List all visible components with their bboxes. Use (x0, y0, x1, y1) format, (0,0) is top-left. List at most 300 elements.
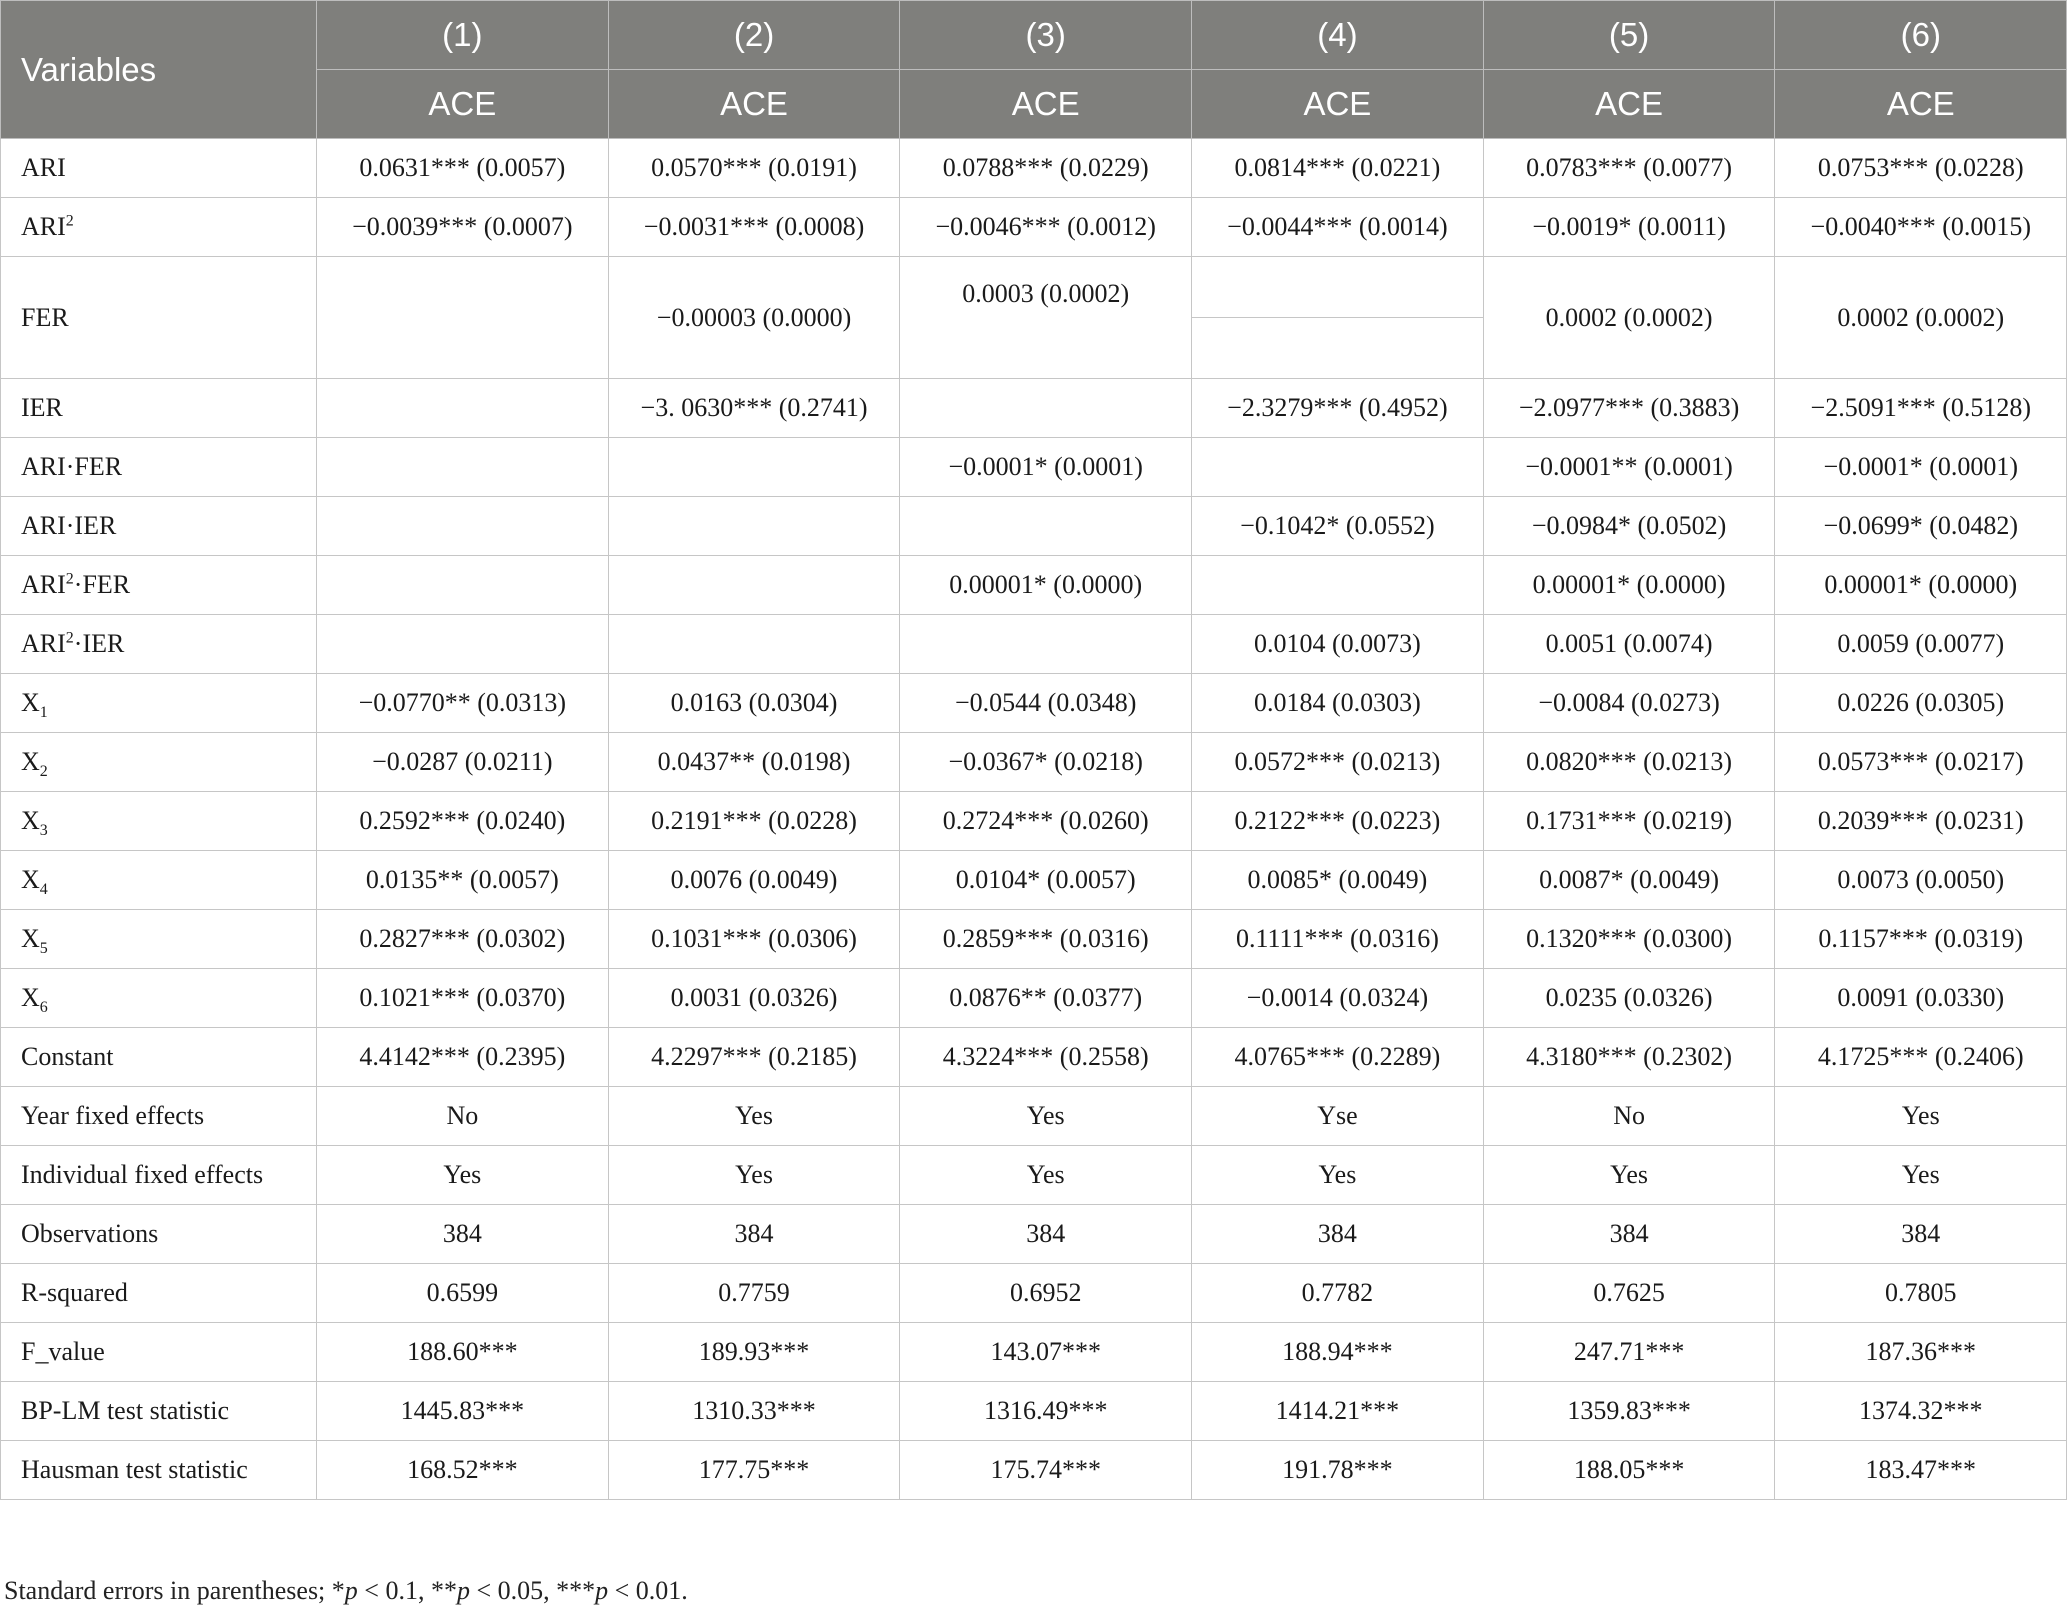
table-cell (1192, 1205, 1484, 1264)
table-cell (1775, 438, 2067, 497)
cell-value: 0.2859*** (0.0316) (942, 924, 1149, 953)
cell-value: 1359.83*** (1567, 1396, 1691, 1425)
cell-value: 0.0573*** (0.0217) (1817, 747, 2024, 776)
cell-value: 0.0235 (0.0326) (1545, 983, 1713, 1012)
table-cell (1775, 1205, 2067, 1264)
row-label-subscript: 6 (39, 999, 48, 1017)
table-cell (1775, 1264, 2067, 1323)
table-cell (317, 792, 609, 851)
cell-value: −0.0770** (0.0313) (358, 688, 567, 717)
row-label-subscript: 1 (39, 704, 48, 722)
table-cell (900, 556, 1192, 615)
cell-value: 191.78*** (1282, 1455, 1393, 1484)
table-row (1, 792, 2067, 851)
row-label-text: X (21, 983, 40, 1012)
cell-value: 384 (1026, 1219, 1066, 1248)
table-cell (1192, 615, 1484, 674)
row-label-text: X (21, 747, 40, 776)
table-row (1, 1264, 2067, 1323)
table-cell (900, 139, 1192, 198)
row-label-text: X (21, 806, 40, 835)
table-cell (608, 969, 900, 1028)
cell-value: 0.0631*** (0.0057) (359, 153, 566, 182)
row-label-text: X (21, 924, 40, 953)
table-row (1, 1028, 2067, 1087)
cell-value: 0.0570*** (0.0191) (651, 153, 857, 182)
cell-value: 0.0031 (0.0326) (670, 983, 838, 1012)
cell-value: 247.71*** (1573, 1337, 1685, 1366)
cell-value: 0.2191*** (0.0228) (651, 806, 857, 835)
table-cell (608, 1028, 900, 1087)
table-cell (1192, 792, 1484, 851)
table-cell (1483, 1146, 1775, 1205)
cell-value: 1414.21*** (1275, 1396, 1400, 1425)
row-label-suffix: ·IER (73, 629, 125, 658)
table-cell (1483, 198, 1775, 257)
cell-value: Yes (1901, 1101, 1940, 1130)
dependent-var-header-4: ACE (1192, 70, 1484, 139)
table-cell (317, 556, 609, 615)
cell-value: 0.0163 (0.0304) (670, 688, 838, 717)
table-cell (608, 733, 900, 792)
table-cell (900, 379, 1192, 438)
table-cell (1483, 1028, 1775, 1087)
cell-value: 0.0135** (0.0057) (365, 865, 559, 894)
table-cell (900, 851, 1192, 910)
row-label (1, 615, 317, 674)
table-cell (1775, 497, 2067, 556)
table-cell (317, 257, 609, 379)
row-label-text: BP-LM test statistic (21, 1396, 229, 1425)
table-cell (900, 1087, 1192, 1146)
table-cell (1483, 733, 1775, 792)
cell-value: 4.0765*** (0.2289) (1234, 1042, 1441, 1071)
column-header-6: (6) (1775, 1, 2067, 70)
row-label-text: Year fixed effects (21, 1101, 205, 1130)
cell-value: 0.0814*** (0.0221) (1234, 153, 1441, 182)
cell-value: −0.0367* (0.0218) (948, 747, 1143, 776)
table-cell (1192, 379, 1484, 438)
cell-value: −0.0039*** (0.0007) (352, 212, 573, 241)
cell-value: 0.0104* (0.0057) (955, 865, 1136, 894)
cell-value: 0.1021*** (0.0370) (359, 983, 566, 1012)
footnote-p2: p (456, 1576, 470, 1605)
cell-value: 0.0087* (0.0049) (1539, 865, 1719, 894)
table-cell (900, 257, 1192, 379)
table-cell (1483, 438, 1775, 497)
table-cell (317, 733, 609, 792)
table-cell (317, 1087, 609, 1146)
table-cell (1775, 910, 2067, 969)
cell-value: 0.2592*** (0.0240) (359, 806, 566, 835)
table-cell (1483, 1382, 1775, 1441)
column-header-3: (3) (900, 1, 1192, 70)
cell-value: −2.0977*** (0.3883) (1518, 393, 1740, 422)
cell-value: 0.1731*** (0.0219) (1526, 806, 1732, 835)
cell-value: 0.0753*** (0.0228) (1817, 153, 2024, 182)
table-cell (1192, 969, 1484, 1028)
cell-value: −0.0044*** (0.0014) (1227, 212, 1448, 241)
table-footnote (4, 1576, 688, 1606)
cell-value: 384 (1901, 1219, 1941, 1248)
row-label-text: ARI (21, 212, 66, 241)
table-cell (608, 497, 900, 556)
row-label-text: Constant (21, 1042, 114, 1071)
dependent-var-header-3: ACE (900, 70, 1192, 139)
cell-value: 0.0788*** (0.0229) (942, 153, 1149, 182)
table-cell (1775, 1441, 2067, 1500)
cell-value: 0.6952 (1009, 1278, 1082, 1307)
cell-value: Yes (1026, 1101, 1065, 1130)
table-row (1, 438, 2067, 497)
table-cell (1775, 733, 2067, 792)
cell-value: 0.00001* (0.0000) (1824, 570, 2018, 599)
table-cell (1483, 257, 1775, 379)
cell-value: 0.0073 (0.0050) (1837, 865, 2005, 894)
cell-value: 4.1725*** (0.2406) (1817, 1042, 2024, 1071)
table-cell (317, 910, 609, 969)
table-cell (1775, 379, 2067, 438)
row-label (1, 556, 317, 615)
cell-value: 1445.83*** (400, 1396, 525, 1425)
row-label-text: ARI·FER (21, 452, 123, 481)
table-cell (1483, 497, 1775, 556)
table-cell (608, 1264, 900, 1323)
cell-value: −0.0287 (0.0211) (372, 747, 553, 776)
table-cell (608, 792, 900, 851)
table-row (1, 733, 2067, 792)
table-cell (317, 139, 609, 198)
row-label-subscript: 5 (39, 940, 48, 958)
row-label (1, 1264, 317, 1323)
cell-value: 0.0091 (0.0330) (1837, 983, 2005, 1012)
cell-value: −0.0040*** (0.0015) (1810, 212, 2032, 241)
row-label-text: Observations (21, 1219, 159, 1248)
cell-value: 0.2039*** (0.0231) (1817, 806, 2024, 835)
cell-value: 0.7759 (718, 1278, 790, 1307)
table-cell (1483, 969, 1775, 1028)
table-cell (317, 198, 609, 257)
table-cell (1483, 615, 1775, 674)
table-header (1, 1, 2067, 139)
row-label (1, 1382, 317, 1441)
table-cell (900, 615, 1192, 674)
table-body (1, 139, 2067, 1500)
footnote-p1: p (344, 1576, 358, 1605)
cell-value: 0.0076 (0.0049) (670, 865, 838, 894)
table-row (1, 556, 2067, 615)
row-label (1, 1146, 317, 1205)
table-cell (317, 497, 609, 556)
table-cell (608, 1441, 900, 1500)
cell-value: 4.4142*** (0.2395) (359, 1042, 566, 1071)
table-row (1, 1382, 2067, 1441)
cell-value: −0.1042* (0.0552) (1240, 511, 1435, 540)
cell-value: 384 (1609, 1219, 1649, 1248)
table-cell (317, 969, 609, 1028)
dependent-var-header-6: ACE (1775, 70, 2067, 139)
cell-value: 0.0002 (0.0002) (1545, 302, 1713, 332)
cell-value: 384 (1317, 1219, 1357, 1248)
table-cell (1483, 851, 1775, 910)
row-label (1, 1323, 317, 1382)
table-row (1, 497, 2067, 556)
cell-value: 168.52*** (407, 1455, 518, 1484)
split-cell-bottom (1192, 318, 1483, 378)
table-cell (1483, 1323, 1775, 1382)
cell-value: 187.36*** (1865, 1337, 1977, 1366)
table-cell (608, 1146, 900, 1205)
cell-value: Yes (1318, 1160, 1357, 1189)
cell-value: 175.74*** (990, 1455, 1101, 1484)
cell-value: 188.05*** (1573, 1455, 1685, 1484)
row-label-suffix: ·FER (73, 570, 131, 599)
table-cell (900, 438, 1192, 497)
cell-value: Yes (1610, 1160, 1649, 1189)
table-cell (1483, 1441, 1775, 1500)
table-cell (317, 1205, 609, 1264)
footnote-t2: < 0.05, *** (469, 1576, 596, 1605)
table-cell (608, 674, 900, 733)
table-cell (1192, 910, 1484, 969)
column-header-2: (2) (608, 1, 900, 70)
row-label-text: Individual fixed effects (21, 1160, 264, 1189)
table-cell (317, 1441, 609, 1500)
cell-value: 0.0002 (0.0002) (1837, 302, 2005, 332)
table-cell (1775, 969, 2067, 1028)
row-label-text: X (21, 688, 40, 717)
split-cell-top (1192, 257, 1483, 318)
table-cell (900, 1382, 1192, 1441)
footnote-t1: < 0.1, ** (357, 1576, 457, 1605)
row-label-text: ARI (21, 570, 66, 599)
table-cell (608, 1205, 900, 1264)
table-cell (900, 1264, 1192, 1323)
table-cell (900, 1323, 1192, 1382)
dependent-var-header-1: ACE (317, 70, 609, 139)
cell-value: 0.6599 (426, 1278, 499, 1307)
table-cell (1192, 139, 1484, 198)
table-cell (608, 198, 900, 257)
table-cell (1192, 257, 1484, 379)
table-row (1, 674, 2067, 733)
cell-value: 0.2827*** (0.0302) (359, 924, 566, 953)
table-cell (1483, 910, 1775, 969)
cell-value: −2.5091*** (0.5128) (1810, 393, 2032, 422)
table-cell (900, 1028, 1192, 1087)
cell-value: Yes (1026, 1160, 1065, 1189)
table-cell (1775, 257, 2067, 379)
cell-value: −0.00003 (0.0000) (656, 302, 852, 332)
cell-value: 0.0184 (0.0303) (1253, 688, 1421, 717)
table-cell (900, 497, 1192, 556)
table-row (1, 1323, 2067, 1382)
table-cell (1775, 615, 2067, 674)
cell-value: 384 (734, 1219, 774, 1248)
table-cell (1483, 1087, 1775, 1146)
dependent-var-header-2: ACE (608, 70, 900, 139)
table-row (1, 615, 2067, 674)
table-cell (317, 379, 609, 438)
row-label-text: X (21, 865, 40, 894)
cell-value: 0.00001* (0.0000) (1532, 570, 1726, 599)
row-label-text: ARI (21, 629, 66, 658)
cell-value: −0.0001* (0.0001) (948, 452, 1143, 481)
column-header-1: (1) (317, 1, 609, 70)
table-cell (1192, 1146, 1484, 1205)
cell-value: −0.0019* (0.0011) (1532, 212, 1726, 241)
table-cell (1192, 438, 1484, 497)
cell-value: 1310.33*** (692, 1396, 816, 1425)
row-label (1, 851, 317, 910)
cell-value: −3. 0630*** (0.2741) (640, 393, 868, 422)
footnote-prefix: Standard errors in parentheses; * (4, 1576, 345, 1605)
cell-value: Yes (735, 1160, 773, 1189)
row-label-text: ARI·IER (21, 511, 117, 540)
cell-value: 1374.32*** (1859, 1396, 1983, 1425)
cell-value: 0.0003 (0.0002) (962, 278, 1130, 308)
table-cell (1483, 792, 1775, 851)
table-row (1, 139, 2067, 198)
cell-value: No (1613, 1101, 1645, 1130)
row-label (1, 674, 317, 733)
row-label (1, 139, 317, 198)
cell-value: −0.0544 (0.0348) (954, 688, 1137, 717)
table-cell (1775, 1323, 2067, 1382)
table-cell (1192, 851, 1484, 910)
row-label-text: Hausman test statistic (21, 1455, 248, 1484)
table-cell (317, 438, 609, 497)
row-label-subscript: 3 (39, 822, 48, 840)
table-cell (1192, 733, 1484, 792)
cell-value: −0.0031*** (0.0008) (643, 212, 865, 241)
cell-value: 0.2122*** (0.0223) (1234, 806, 1441, 835)
cell-value: 0.7782 (1301, 1278, 1374, 1307)
row-label-text: R-squared (21, 1278, 128, 1307)
table-cell (1483, 379, 1775, 438)
cell-value: 1316.49*** (983, 1396, 1108, 1425)
table-cell (900, 674, 1192, 733)
row-label-text: ARI (21, 153, 66, 182)
table-cell (317, 1146, 609, 1205)
row-label-superscript: 2 (65, 570, 74, 588)
table-cell (608, 1323, 900, 1382)
cell-value: −0.0699* (0.0482) (1823, 511, 2019, 540)
footnote-p3: p (595, 1576, 609, 1605)
column-header-4: (4) (1192, 1, 1484, 70)
cell-value: 0.0437** (0.0198) (657, 747, 851, 776)
row-label (1, 257, 317, 379)
table-cell (1483, 139, 1775, 198)
row-label (1, 969, 317, 1028)
table-cell (1483, 674, 1775, 733)
table-cell (900, 733, 1192, 792)
table-cell (900, 1441, 1192, 1500)
row-label-subscript: 2 (39, 763, 48, 781)
table-cell (1775, 851, 2067, 910)
table-cell (608, 615, 900, 674)
row-label (1, 1205, 317, 1264)
table-cell (1192, 198, 1484, 257)
row-label (1, 497, 317, 556)
table-cell (1192, 674, 1484, 733)
table-row (1, 379, 2067, 438)
row-label-subscript: 4 (39, 881, 48, 899)
cell-value: 0.1320*** (0.0300) (1526, 924, 1732, 953)
row-label (1, 792, 317, 851)
table-cell (608, 851, 900, 910)
table-row (1, 969, 2067, 1028)
row-label (1, 198, 317, 257)
table-cell (608, 379, 900, 438)
table-cell (608, 910, 900, 969)
cell-value: −0.0001* (0.0001) (1823, 452, 2019, 481)
table-cell (900, 198, 1192, 257)
table-cell (1775, 1028, 2067, 1087)
table-cell (1775, 556, 2067, 615)
cell-value: −0.0084 (0.0273) (1538, 688, 1720, 717)
column-header-5: (5) (1483, 1, 1775, 70)
table-cell (900, 910, 1192, 969)
variables-header: Variables (1, 1, 317, 139)
table-cell (1192, 1323, 1484, 1382)
cell-value: 0.0783*** (0.0077) (1526, 153, 1732, 182)
dependent-var-header-5: ACE (1483, 70, 1775, 139)
row-label-text: IER (21, 393, 63, 422)
row-label (1, 1087, 317, 1146)
cell-value: 0.0876** (0.0377) (949, 983, 1143, 1012)
cell-value: 4.3180*** (0.2302) (1526, 1042, 1732, 1071)
row-label (1, 379, 317, 438)
table-cell (1192, 1441, 1484, 1500)
cell-value: 0.1031*** (0.0306) (651, 924, 857, 953)
table-cell (1775, 792, 2067, 851)
cell-value: −0.0014 (0.0324) (1246, 983, 1429, 1012)
cell-value: 0.00001* (0.0000) (949, 570, 1143, 599)
table-cell (900, 1146, 1192, 1205)
table-cell (317, 851, 609, 910)
cell-value: 0.0051 (0.0074) (1545, 629, 1713, 658)
table-cell (1775, 1087, 2067, 1146)
table-row (1, 257, 2067, 379)
cell-value: Yes (1901, 1160, 1940, 1189)
cell-value: Yes (443, 1160, 482, 1189)
row-label-text: FER (21, 302, 69, 332)
table-cell (1775, 1382, 2067, 1441)
table-cell (608, 556, 900, 615)
cell-value: 0.2724*** (0.0260) (942, 806, 1149, 835)
table-row (1, 198, 2067, 257)
table-cell (1775, 1146, 2067, 1205)
cell-value: 384 (442, 1219, 482, 1248)
cell-value: 0.0820*** (0.0213) (1526, 747, 1732, 776)
table-cell (1775, 139, 2067, 198)
cell-value: 0.0059 (0.0077) (1837, 629, 2005, 658)
cell-value: 188.94*** (1282, 1337, 1393, 1366)
row-label (1, 910, 317, 969)
table-cell (1192, 1382, 1484, 1441)
row-label (1, 438, 317, 497)
row-label (1, 1441, 317, 1500)
cell-value: −2.3279*** (0.4952) (1227, 393, 1448, 422)
row-label (1, 733, 317, 792)
table-cell (608, 1382, 900, 1441)
row-label-superscript: 2 (65, 629, 74, 647)
table-cell (1483, 556, 1775, 615)
table-cell (608, 438, 900, 497)
cell-value: 177.75*** (698, 1455, 810, 1484)
table-row (1, 910, 2067, 969)
